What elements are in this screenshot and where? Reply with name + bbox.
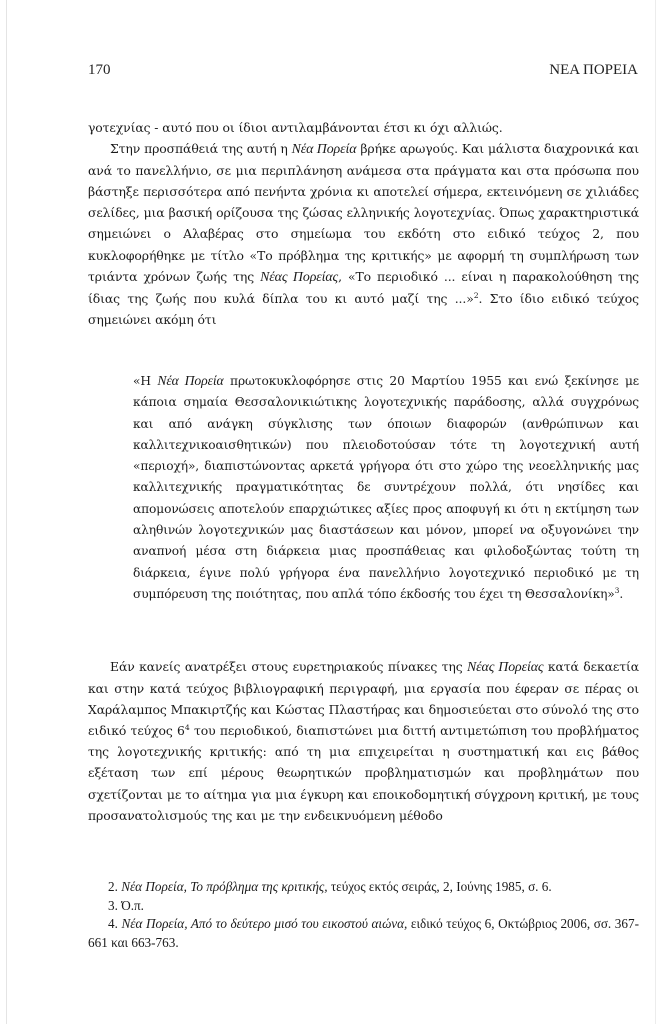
journal-title-italic: Νέας Πορείας <box>467 660 544 675</box>
scan-edge-right <box>655 0 656 1024</box>
journal-title-italic: Νέας Πορείας <box>260 269 339 285</box>
quote-paragraph: «Η Νέα Πορεία πρωτοκυκλοφόρησε στις 20 Μαρτίου 1955 και ενώ ξεκίνησε με κάποια σημαία Θεσσαλονικιώτικης λογοτεχνικής παράδοσης, αλλά συγχρόνως και από ανάγκη σύγκλισης των όποιων διαφορών (ανθρώπινων και καλλιτεχνικοαισθητικών) που πλειοδοτούσαν τότε τη λογοτεχνική αυτή «περιοχή», διαπιστώνοντας αρκετά γρήγορα ότι στο χώρο της νεοελληνικής μας καλλιτεχνικής πραγματικότητας δε συντρέχουν πολλά, ότι νησίδες και απομονώσεις αποτελούν επαρχιώτικες αξίες προς αποφυγή κι ότι η εκτίμηση των αληθινών λογοτεχνικών μας διαστάσεων και μόνον, μπορεί να οξυγονώνει την αναπνοή μέσα στη διάρκεια μιας προσπάθειας και φιλοδοξώντας τούτη τη διάρκεια, έγινε πολύ γρήγορα ένα πανελλήνιο λογοτεχνικό περιοδικό με τη συμπόρευση της ποιότητας, που απλά τόπο έκδοσής του έχει τη Θεσσαλονίκη»$^3$. <box>133 373 639 601</box>
footnote-2: 2. Νέα Πορεία, Το πρόβλημα της κριτικής, τεύχος εκτός σειράς, 2, Ιούνης 1985, σ. 6. <box>108 879 552 894</box>
journal-title-italic: Νέα Πορεία <box>157 373 224 388</box>
running-head <box>88 62 638 79</box>
footnote-4: 4. Νέα Πορεία, Από το δεύτερο μισό του εικοστού αιώνα, ειδικό τεύχος 6, Οκτώβριος 2006, σσ. 367-661 και 663-763. <box>88 916 639 950</box>
paragraph-2: Εάν κανείς ανατρέξει στους ευρετηριακούς πίνακες της Νέας Πορείας κατά δεκαετία και στην κατά τεύχος βιβλιογραφική περιγραφή, μια εργασία που έφεραν σε πέρας οι Χαράλαμπος Μπακιρτζής και Κώστας Πλαστήρας και δημοσιεύεται στο σύνολό της στο ειδικό τεύχος $6^4$ του περιοδικού, διαπιστώνει μια διττή αντιμετώπιση του προβλήματος της λογοτεχνικής κριτικής: από τη μια επιχειρείται η συστηματική και εις βάθος εξέταση των επί μέρους θεωρητικών προβληματισμών και προβλημάτων που σχετίζονται με το αίτημα για μια έγκυρη και εποικοδομητική σύγχρονη κριτική, με τους προσανατολισμούς της και με την ενδεικνυόμενη μέθοδο <box>88 659 640 823</box>
footnote-ref-2[interactable]: 2 <box>473 290 479 300</box>
running-title: ΝΕΑ ΠΟΡΕΙΑ <box>549 62 638 78</box>
body-section-1 <box>88 117 639 330</box>
body-section-2 <box>88 656 639 826</box>
footnote-ref-3[interactable]: 3 <box>614 585 620 595</box>
journal-title-italic: Νέα Πορεία <box>291 142 357 158</box>
continuation-line: γοτεχνίας - αυτό που οι ίδιοι αντιλαμβάνονται έτσι κι όχι αλλιώς. <box>88 120 503 135</box>
footnote-ref-4[interactable]: 4 <box>184 723 190 733</box>
page-number: 170 <box>88 62 111 78</box>
scan-edge-left <box>6 0 7 1024</box>
footnote-3: 3. Ό.π. <box>108 897 144 913</box>
block-quote <box>133 370 639 605</box>
paragraph-1: Στην προσπάθειά της αυτή η Νέα Πορεία βρήκε αρωγούς. Και μάλιστα διαχρονικά και ανά το πανελλήνιο, σε μια περιπλάνηση ανάμεσα στα πράγματα και στα πρόσωπα που βάστηξε περισσότερα από πενήντα χρόνια κι αποτελεί σήμερα, εκτεινόμενη σε χιλιάδες σελίδες, μια βασική ορίζουσα της ζώσας ελληνικής λογοτεχνίας. Όπως χαρακτηριστικά σημειώνει ο Αλαβέρας στο σημείωμα του εκδότη στο ειδικό τεύχος 2, που κυκλοφορήθηκε με τίτλο «Το πρόβλημα της κριτικής» με αφορμή τη συμπλήρωση των τριάντα χρόνων ζωής της Νέας Πορείας, «Το περιοδικό ... είναι η παρακολούθηση της ίδιας της ζωής που κυλά δίπλα του κι αυτό μαζί της ...»$^2$. Στο ίδιο ειδικό τεύχος σημειώνει ακόμη ότι <box>88 141 639 327</box>
footnotes <box>88 878 639 952</box>
